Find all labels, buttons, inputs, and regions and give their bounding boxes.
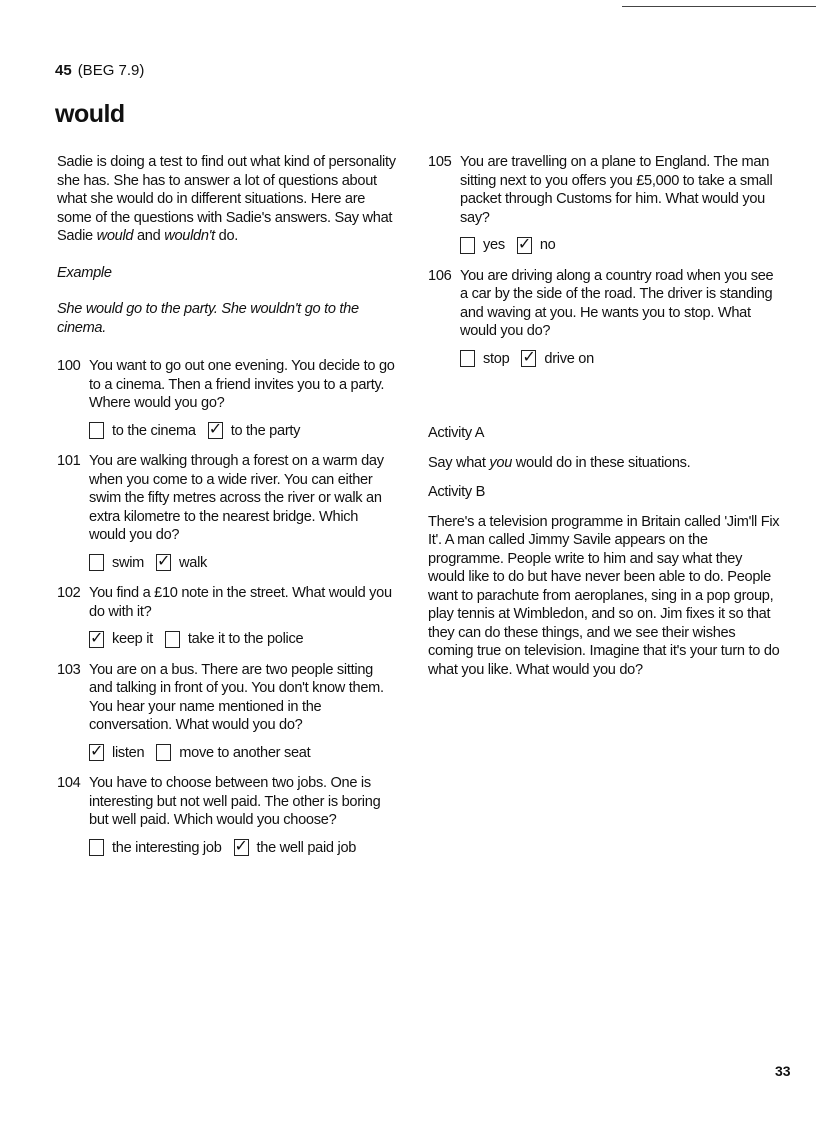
question-103 [57, 661, 397, 763]
checkbox[interactable] [165, 631, 180, 648]
checkbox[interactable] [460, 350, 475, 367]
option-no[interactable] [517, 233, 556, 255]
option-label: walk [179, 554, 208, 571]
question-number: 105 [428, 154, 452, 170]
question-text: You are on a bus. There are two people sitting and talking in front of you. You don't know them. You hear your name mentioned in the conversation. What would you do? [89, 661, 384, 733]
question-text: You are travelling on a plane to England. The man sitting next to you offers you £5,000 to take a small packet through Customs for him. What would you say? [460, 154, 773, 226]
option-keep-it[interactable] [89, 627, 153, 649]
answer-options [460, 347, 780, 369]
option-label: keep it [112, 631, 153, 647]
right-column [428, 153, 780, 690]
option-take-it-to-the-police[interactable] [165, 630, 303, 649]
option-yes[interactable] [460, 236, 505, 255]
question-104 [57, 774, 397, 857]
question-text: You are walking through a forest on a warm day when you come to a wide river. You can either swim the fifty metres across the river or walk an extra kilometre to the nearest bridge. Which would you do? [89, 453, 384, 543]
checkmark-icon: ✓ [90, 741, 104, 761]
option-listen[interactable] [89, 741, 145, 763]
activity-a-heading: Activity A [428, 425, 485, 441]
activity-a-text: Say what you would do in these situations. [428, 454, 691, 471]
checkbox[interactable] [89, 422, 104, 439]
activity-b-text: There's a television programme in Britain called 'Jim'll Fix It'. A man called Jimmy Savile appears on the programme. People write to him and say what they would like to do but have never been able to do. People want to parachute from aeroplanes, sing in a pop group, play tennis at Wimbledon, and so on. Jim fixes it so that they can do these things, and we see their wishes coming true on television. Imagine that it's your turn to do what you like. What would you do? [428, 513, 780, 678]
option-label: take it to the police [187, 631, 304, 647]
option-label: listen [112, 744, 145, 761]
checkbox[interactable] [89, 741, 104, 761]
question-number: 102 [57, 585, 81, 601]
question-text: You have to choose between two jobs. One is interesting but not well paid. The other is boring but well paid. Which would you choose? [89, 775, 381, 828]
checkbox[interactable] [89, 839, 104, 856]
option-the-interesting-job[interactable] [89, 839, 222, 858]
left-column [57, 153, 397, 869]
intro-paragraph: Sadie is doing a test to find out what kind of personality she has. She has to answer a lot of questions about what she would do in different situations. Here are some of the questions with Sadie's answers. Say what Sadie would and wouldn't do. [57, 154, 396, 244]
checkbox[interactable] [517, 233, 532, 254]
option-label: to the cinema [112, 422, 196, 439]
checkmark-icon: ✓ [522, 347, 536, 367]
option-label: swim [112, 554, 145, 571]
checkbox[interactable] [156, 744, 171, 761]
unit-reference: (BEG 7.9) [77, 62, 145, 79]
unit-header [55, 62, 144, 79]
checkmark-icon: ✓ [90, 627, 104, 647]
answer-options [89, 419, 397, 441]
option-the-well-paid-job[interactable] [234, 836, 357, 858]
question-100 [57, 357, 397, 440]
checkbox[interactable] [89, 627, 104, 648]
option-move-to-another-seat[interactable] [156, 744, 310, 763]
option-label: stop [483, 350, 510, 367]
question-number: 104 [57, 775, 81, 791]
answer-options [89, 551, 397, 573]
option-label: yes [483, 237, 505, 253]
question-number: 100 [57, 358, 81, 374]
answer-options [89, 741, 397, 763]
question-102 [57, 584, 397, 649]
page-number: 33 [775, 1063, 791, 1079]
option-label: drive on [544, 350, 594, 367]
activity-b-heading: Activity B [428, 484, 486, 500]
option-label: no [539, 237, 556, 253]
option-label: move to another seat [179, 744, 311, 761]
option-to-the-cinema[interactable] [89, 422, 196, 441]
option-to-the-party[interactable] [208, 419, 301, 441]
checkbox[interactable] [234, 836, 249, 856]
question-106 [428, 267, 780, 369]
checkbox[interactable] [156, 551, 171, 571]
question-text: You are driving along a country road when you see a car by the side of the road. The driver is standing and waving at you. He wants you to stop. What would you do? [460, 267, 774, 339]
unit-number: 45 [55, 62, 72, 79]
question-105 [428, 153, 780, 255]
checkbox[interactable] [521, 347, 536, 367]
option-label: to the party [230, 422, 301, 439]
option-stop[interactable] [460, 350, 509, 369]
answer-options [89, 627, 397, 649]
question-text: You want to go out one evening. You decide to go to a cinema. Then a friend invites you to a party. Where would you go? [89, 358, 395, 411]
checkmark-icon: ✓ [157, 551, 171, 571]
checkmark-icon: ✓ [208, 419, 222, 439]
example-text: She would go to the party. She wouldn't go to the cinema. [57, 301, 359, 336]
example-label: Example [57, 264, 112, 281]
option-label: the well paid job [256, 839, 357, 856]
answer-options [460, 233, 780, 255]
answer-options [89, 836, 397, 858]
option-drive-on[interactable] [521, 347, 594, 369]
checkmark-icon: ✓ [517, 233, 531, 253]
question-number: 103 [57, 661, 81, 678]
checkbox[interactable] [208, 419, 223, 439]
page-title: would [55, 100, 125, 128]
top-rule [622, 6, 816, 7]
question-text: You find a £10 note in the street. What would you do with it? [89, 585, 392, 620]
option-swim[interactable] [89, 554, 144, 573]
option-label: the interesting job [112, 839, 222, 856]
checkmark-icon: ✓ [234, 836, 248, 856]
question-number: 106 [428, 267, 452, 284]
question-number: 101 [57, 453, 81, 469]
option-walk[interactable] [156, 551, 208, 573]
checkbox[interactable] [89, 554, 104, 571]
checkbox[interactable] [460, 237, 475, 254]
question-101 [57, 452, 397, 572]
